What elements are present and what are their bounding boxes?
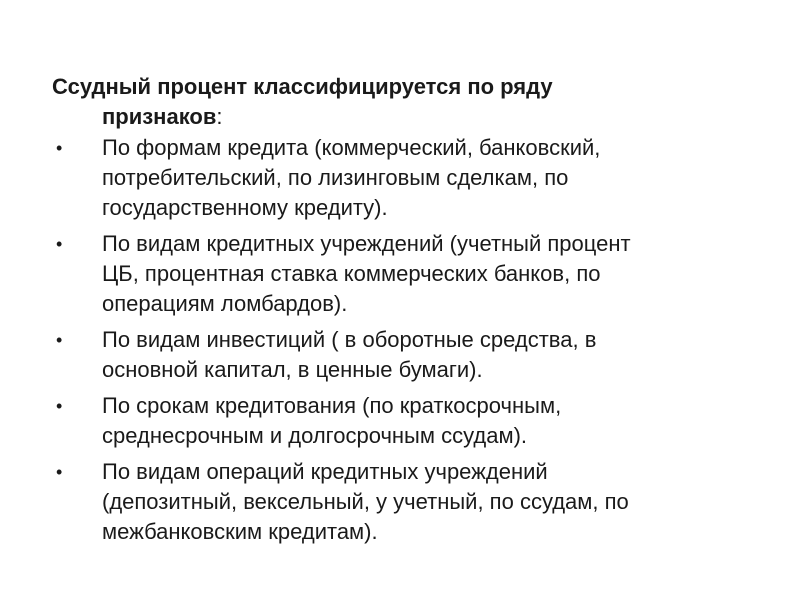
bullet-list: [52, 133, 752, 553]
list-item-text: По формам кредита (коммерческий, банковский, потребительский, по лизинговым сделкам, по государственному кредиту).: [102, 135, 601, 220]
heading-line-2: [52, 102, 752, 132]
list-item: [52, 325, 752, 385]
list-item: [52, 391, 752, 451]
list-item: [52, 133, 752, 223]
bullet-icon: •: [56, 396, 63, 416]
bullet-icon: •: [56, 330, 63, 350]
list-item-text: По видам операций кредитных учреждений (депозитный, вексельный, у учетный, по ссудам, по межбанковским кредитам).: [102, 459, 629, 544]
bullet-icon: •: [56, 138, 63, 158]
bullet-icon: •: [56, 462, 63, 482]
heading-line-1: Ссудный процент классифицируется по ряду: [52, 74, 553, 99]
heading-line-2-bold: признаков: [102, 104, 217, 129]
list-item: [52, 229, 752, 319]
list-item: [52, 457, 752, 547]
bullet-icon: •: [56, 234, 63, 254]
list-item-text: По срокам кредитования (по краткосрочным, среднесрочным и долгосрочным ссудам).: [102, 393, 562, 448]
list-item-text: По видам кредитных учреждений (учетный процент ЦБ, процентная ставка коммерческих банков, по операциям ломбардов).: [102, 231, 631, 316]
slide-heading: [52, 72, 752, 132]
heading-line-2-rest: :: [216, 104, 223, 129]
list-item-text: По видам инвестиций ( в оборотные средства, в основной капитал, в ценные бумаги).: [102, 327, 597, 382]
